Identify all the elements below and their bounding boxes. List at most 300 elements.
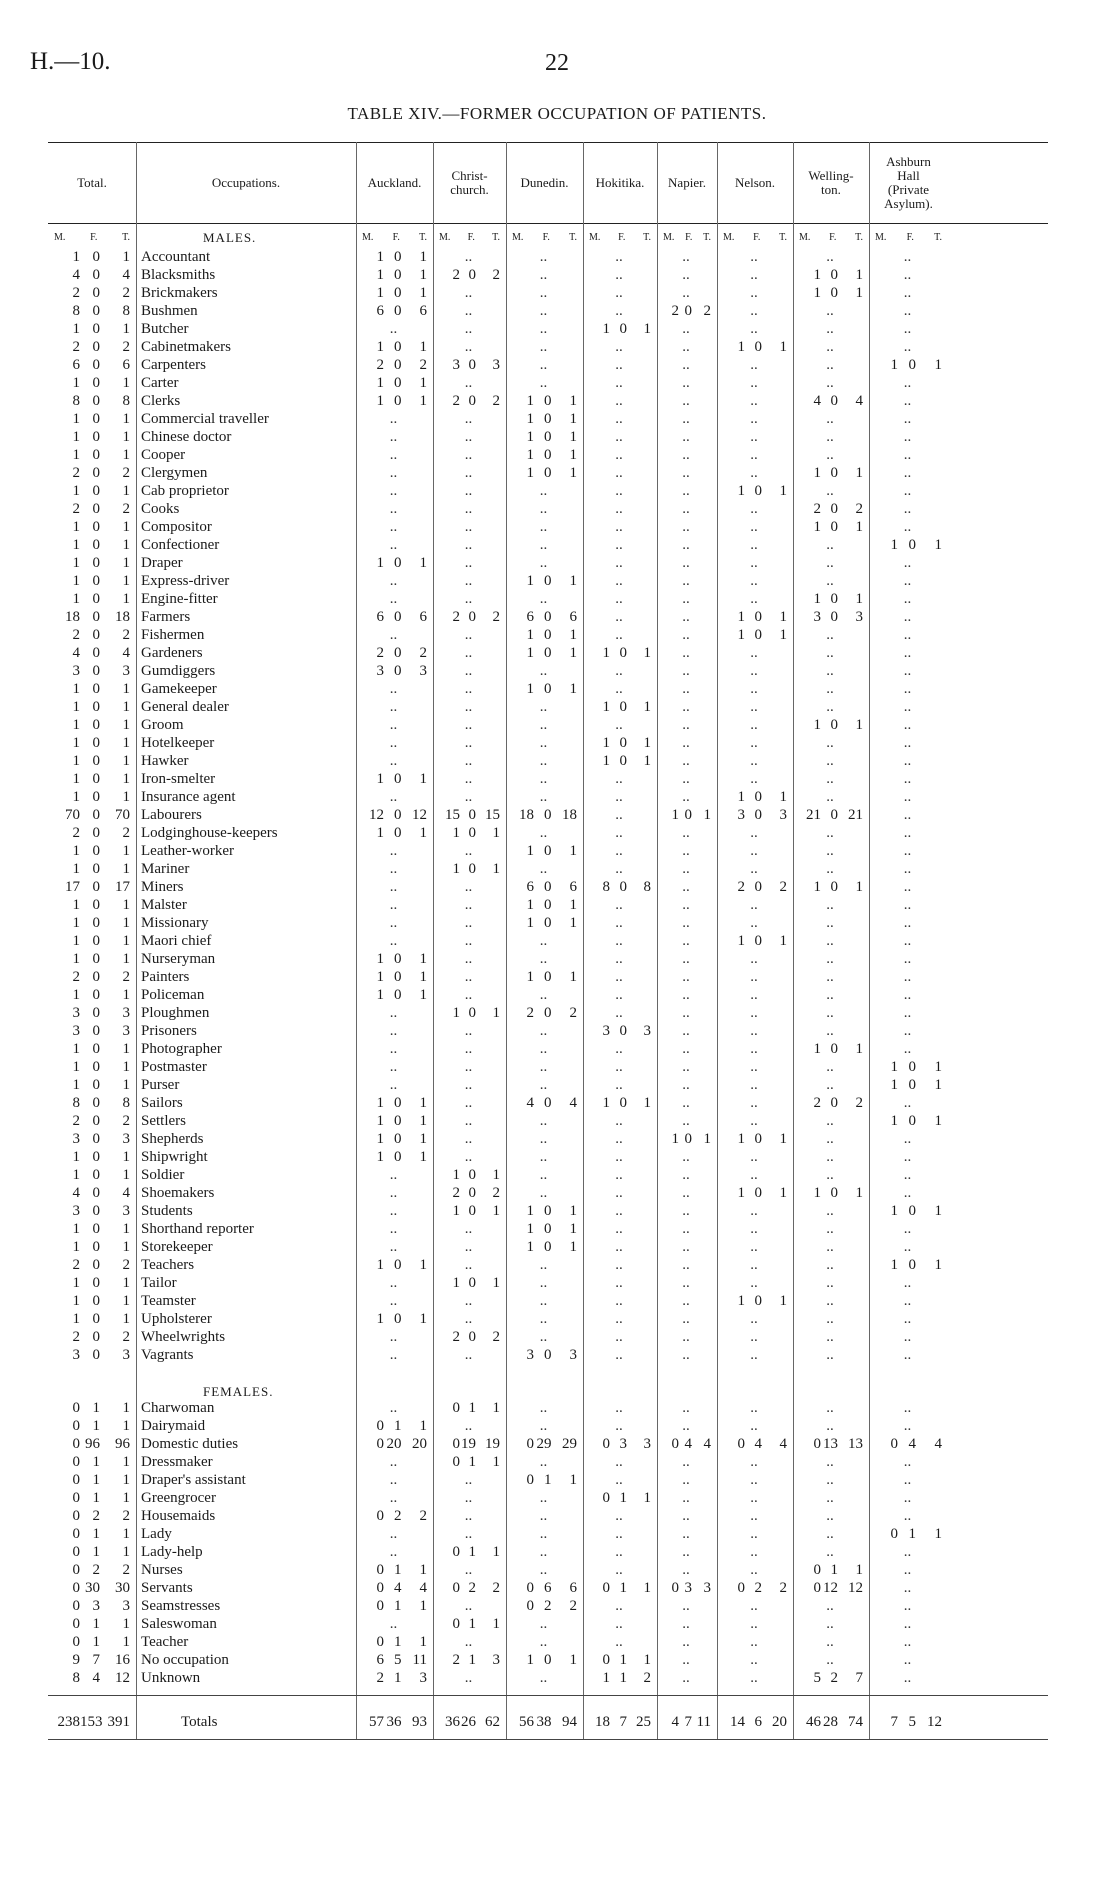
christchurch-values bbox=[437, 824, 500, 842]
empty-mark: .. bbox=[826, 411, 834, 427]
females-count: 0 bbox=[92, 1131, 100, 1147]
hokitika-empty bbox=[587, 824, 651, 842]
dunedin-empty bbox=[510, 1130, 577, 1148]
empty-mark: .. bbox=[615, 483, 623, 499]
empty-mark: .. bbox=[682, 249, 690, 265]
nelson-empty bbox=[721, 1507, 787, 1525]
napier-empty bbox=[661, 1022, 711, 1040]
column-rule bbox=[136, 142, 137, 1739]
occupation-name: Cab proprietor bbox=[141, 483, 229, 499]
dunedin-empty bbox=[510, 1561, 577, 1579]
mft-label: F. bbox=[467, 232, 475, 243]
females-count: 0 bbox=[92, 555, 100, 571]
empty-mark: .. bbox=[464, 1347, 473, 1363]
total-count: 1 bbox=[122, 1293, 130, 1309]
total-count: 2 bbox=[122, 1257, 130, 1273]
total-count: 1 bbox=[569, 411, 577, 427]
total-count: 1 bbox=[419, 1257, 427, 1273]
empty-mark: .. bbox=[903, 1311, 912, 1327]
wellington-empty bbox=[797, 554, 863, 572]
table-row bbox=[48, 1435, 1048, 1453]
hokitika-values bbox=[587, 1489, 651, 1507]
column-rule bbox=[506, 142, 507, 1739]
empty-mark: .. bbox=[539, 951, 548, 967]
column-rule bbox=[869, 142, 870, 1739]
christchurch-empty bbox=[437, 1346, 500, 1364]
empty-mark: .. bbox=[903, 1490, 912, 1506]
table-row bbox=[48, 950, 1048, 968]
empty-mark: .. bbox=[539, 519, 548, 535]
table-row bbox=[48, 1040, 1048, 1058]
wellington-empty bbox=[797, 1202, 863, 1220]
total-count: 1 bbox=[569, 393, 577, 409]
ashburn-empty bbox=[873, 572, 942, 590]
empty-mark: .. bbox=[464, 483, 473, 499]
dunedin-empty bbox=[510, 500, 577, 518]
total-values bbox=[52, 1274, 130, 1292]
empty-mark: .. bbox=[389, 861, 398, 877]
column-header-label: Total. bbox=[77, 175, 107, 190]
total-count: 3 bbox=[122, 1598, 130, 1614]
wellington-empty bbox=[797, 734, 863, 752]
dunedin-values bbox=[510, 608, 577, 626]
table-row bbox=[48, 482, 1048, 500]
occupation-name: Dairymaid bbox=[141, 1418, 206, 1434]
empty-mark: .. bbox=[826, 1059, 834, 1075]
males-count: 1 bbox=[890, 1257, 898, 1273]
occupation-name: Shipwright bbox=[141, 1149, 208, 1165]
occupation-name: Compositor bbox=[141, 519, 212, 535]
females-count: 7 bbox=[684, 1714, 692, 1730]
total-values bbox=[52, 1238, 130, 1256]
column-rule bbox=[717, 142, 718, 1739]
ashburn-empty bbox=[873, 1417, 942, 1435]
females-count: 0 bbox=[468, 1275, 476, 1291]
napier-empty bbox=[661, 500, 711, 518]
total-count: 2 bbox=[122, 285, 130, 301]
females-count: 5 bbox=[908, 1714, 916, 1730]
females-count: 0 bbox=[908, 1077, 916, 1093]
col-occupations-header bbox=[136, 143, 356, 223]
females-count: 3 bbox=[684, 1580, 692, 1596]
total-count: 1 bbox=[419, 339, 427, 355]
total-count: 1 bbox=[122, 1472, 130, 1488]
auckland-values bbox=[360, 1579, 427, 1597]
occupation-name: Settlers bbox=[141, 1113, 186, 1129]
ashburn-values bbox=[873, 1525, 942, 1543]
nelson-empty bbox=[721, 1328, 787, 1346]
males-count: 0 bbox=[376, 1634, 384, 1650]
females-count: 0 bbox=[92, 735, 100, 751]
total-values bbox=[52, 1561, 130, 1579]
males-count: 4 bbox=[72, 1185, 80, 1201]
males-count: 2 bbox=[671, 303, 679, 319]
females-count: 3 bbox=[92, 1598, 100, 1614]
napier-empty bbox=[661, 1615, 711, 1633]
males-count: 1 bbox=[376, 249, 384, 265]
females-count: 0 bbox=[394, 807, 402, 823]
total-count: 1 bbox=[855, 717, 863, 733]
males-count: 2 bbox=[72, 969, 80, 985]
empty-mark: .. bbox=[389, 1023, 398, 1039]
total-count: 1 bbox=[569, 573, 577, 589]
christchurch-values bbox=[437, 1615, 500, 1633]
nelson-empty bbox=[721, 392, 787, 410]
christchurch-empty bbox=[437, 284, 500, 302]
auckland-empty bbox=[360, 1004, 427, 1022]
males-count: 17 bbox=[65, 879, 80, 895]
hokitika-empty bbox=[587, 1148, 651, 1166]
dunedin-values bbox=[510, 572, 577, 590]
empty-mark: .. bbox=[464, 1257, 473, 1273]
dunedin-values bbox=[510, 1202, 577, 1220]
empty-mark: .. bbox=[389, 735, 398, 751]
females-count: 0 bbox=[92, 933, 100, 949]
occupation-name: General dealer bbox=[141, 699, 229, 715]
table-row bbox=[48, 1148, 1048, 1166]
total-count: 1 bbox=[419, 771, 427, 787]
males-count: 1 bbox=[72, 321, 80, 337]
wellington-empty bbox=[797, 356, 863, 374]
hokitika-empty bbox=[587, 302, 651, 320]
nelson-values bbox=[721, 1435, 787, 1453]
empty-mark: .. bbox=[903, 339, 912, 355]
mft-label: F. bbox=[392, 232, 400, 243]
auckland-empty bbox=[360, 500, 427, 518]
dunedin-empty bbox=[510, 1633, 577, 1651]
empty-mark: .. bbox=[826, 627, 834, 643]
males-count: 0 bbox=[72, 1454, 80, 1470]
total-count: 2 bbox=[855, 501, 863, 517]
dunedin-empty bbox=[510, 824, 577, 842]
empty-mark: .. bbox=[389, 1041, 398, 1057]
total-count: 2 bbox=[569, 1005, 577, 1021]
occupation-name: Policeman bbox=[141, 987, 205, 1003]
empty-mark: .. bbox=[539, 1275, 548, 1291]
hokitika-empty bbox=[587, 1238, 651, 1256]
empty-mark: .. bbox=[682, 663, 690, 679]
occupation-name: Commercial traveller bbox=[141, 411, 269, 427]
total-count: 1 bbox=[569, 1221, 577, 1237]
nelson-empty bbox=[721, 734, 787, 752]
column-header-label: Occupations. bbox=[211, 175, 281, 190]
females-count: 0 bbox=[830, 879, 838, 895]
total-count: 2 bbox=[703, 303, 711, 319]
wellington-empty bbox=[797, 1453, 863, 1471]
ashburn-empty bbox=[873, 1453, 942, 1471]
ashburn-empty bbox=[873, 1220, 942, 1238]
table-bottom-rule bbox=[48, 1739, 1048, 1740]
females-count: 0 bbox=[92, 285, 100, 301]
empty-mark: .. bbox=[903, 267, 912, 283]
total-values bbox=[52, 932, 130, 950]
dunedin-values bbox=[510, 428, 577, 446]
christchurch-empty bbox=[437, 1561, 500, 1579]
dunedin-empty bbox=[510, 302, 577, 320]
mft-label: F. bbox=[753, 232, 761, 243]
total-count: 1 bbox=[122, 573, 130, 589]
mft-label: M. bbox=[362, 232, 374, 243]
christchurch-empty bbox=[437, 932, 500, 950]
christchurch-empty bbox=[437, 698, 500, 716]
males-count: 1 bbox=[376, 1311, 384, 1327]
total-count: 3 bbox=[643, 1023, 651, 1039]
empty-mark: .. bbox=[539, 1634, 548, 1650]
total-count: 1 bbox=[492, 1203, 500, 1219]
empty-mark: .. bbox=[750, 519, 758, 535]
christchurch-empty bbox=[437, 662, 500, 680]
empty-mark: .. bbox=[615, 1347, 623, 1363]
wellington-empty bbox=[797, 1543, 863, 1561]
males-count: 3 bbox=[72, 1005, 80, 1021]
empty-mark: .. bbox=[615, 1257, 623, 1273]
wellington-empty bbox=[797, 1166, 863, 1184]
males-count: 3 bbox=[526, 1347, 534, 1363]
ashburn-empty bbox=[873, 1184, 942, 1202]
total-values bbox=[52, 1669, 130, 1687]
christchurch-empty bbox=[437, 1310, 500, 1328]
empty-mark: .. bbox=[750, 429, 758, 445]
nelson-empty bbox=[721, 716, 787, 734]
total-values bbox=[52, 1633, 130, 1651]
total-count: 1 bbox=[122, 429, 130, 445]
napier-values bbox=[661, 1435, 711, 1453]
males-count: 5 bbox=[813, 1670, 821, 1686]
occupation-name: Teachers bbox=[141, 1257, 195, 1273]
females-count: 0 bbox=[544, 915, 552, 931]
females-count: 153 bbox=[80, 1714, 103, 1730]
females-count: 26 bbox=[461, 1714, 476, 1730]
empty-mark: .. bbox=[539, 1293, 548, 1309]
nelson-empty bbox=[721, 1669, 787, 1687]
males-count: 1 bbox=[72, 375, 80, 391]
empty-mark: .. bbox=[539, 285, 548, 301]
auckland-empty bbox=[360, 1615, 427, 1633]
ashburn-empty bbox=[873, 878, 942, 896]
dunedin-empty bbox=[510, 338, 577, 356]
empty-mark: .. bbox=[539, 1131, 548, 1147]
occupation-name: Soldier bbox=[141, 1167, 185, 1183]
males-count: 238 bbox=[57, 1714, 80, 1730]
nelson-empty bbox=[721, 1525, 787, 1543]
occupation-name: Cabinetmakers bbox=[141, 339, 231, 355]
females-count: 0 bbox=[92, 843, 100, 859]
total-count: 1 bbox=[643, 645, 651, 661]
nelson-empty bbox=[721, 1022, 787, 1040]
females-count: 0 bbox=[394, 1131, 402, 1147]
females-count: 0 bbox=[544, 1347, 552, 1363]
column-rule bbox=[583, 142, 584, 1739]
occupation-name: Iron-smelter bbox=[141, 771, 216, 787]
empty-mark: .. bbox=[903, 285, 912, 301]
wellington-empty bbox=[797, 1525, 863, 1543]
christchurch-empty bbox=[437, 842, 500, 860]
table-row bbox=[48, 1022, 1048, 1040]
empty-mark: .. bbox=[464, 987, 473, 1003]
napier-empty bbox=[661, 968, 711, 986]
column-header-label: Dunedin. bbox=[520, 175, 569, 190]
males-count: 2 bbox=[452, 1185, 460, 1201]
empty-mark: .. bbox=[464, 1023, 473, 1039]
empty-mark: .. bbox=[615, 1454, 623, 1470]
empty-mark: .. bbox=[750, 555, 758, 571]
hokitika-empty bbox=[587, 392, 651, 410]
empty-mark: .. bbox=[903, 429, 912, 445]
empty-mark: .. bbox=[539, 1670, 548, 1686]
females-count: 0 bbox=[830, 267, 838, 283]
empty-mark: .. bbox=[615, 519, 623, 535]
table-row bbox=[48, 266, 1048, 284]
females-count: 0 bbox=[468, 1185, 476, 1201]
total-count: 1 bbox=[779, 789, 787, 805]
dunedin-empty bbox=[510, 536, 577, 554]
males-count: 1 bbox=[72, 789, 80, 805]
empty-mark: .. bbox=[826, 555, 834, 571]
hokitika-values bbox=[587, 1579, 651, 1597]
auckland-empty bbox=[360, 1328, 427, 1346]
auckland-empty bbox=[360, 1346, 427, 1364]
females-count: 0 bbox=[394, 357, 402, 373]
wellington-empty bbox=[797, 788, 863, 806]
nelson-empty bbox=[721, 1417, 787, 1435]
wellington-values bbox=[797, 1184, 863, 1202]
table-row bbox=[48, 1184, 1048, 1202]
nelson-empty bbox=[721, 356, 787, 374]
hokitika-empty bbox=[587, 1112, 651, 1130]
occupation-name: Tailor bbox=[141, 1275, 177, 1291]
empty-mark: .. bbox=[750, 465, 758, 481]
dunedin-values bbox=[510, 1651, 577, 1669]
males-count: 0 bbox=[72, 1526, 80, 1542]
ashburn-empty bbox=[873, 446, 942, 464]
empty-mark: .. bbox=[539, 1041, 548, 1057]
empty-mark: .. bbox=[903, 1041, 912, 1057]
total-values bbox=[52, 338, 130, 356]
empty-mark: .. bbox=[615, 447, 623, 463]
total-count: 1 bbox=[122, 861, 130, 877]
ashburn-values bbox=[873, 1058, 942, 1076]
total-count: 3 bbox=[122, 663, 130, 679]
total-count: 1 bbox=[643, 1652, 651, 1668]
empty-mark: .. bbox=[539, 1257, 548, 1273]
occupation-name: Shepherds bbox=[141, 1131, 204, 1147]
wellington-empty bbox=[797, 770, 863, 788]
christchurch-empty bbox=[437, 1040, 500, 1058]
empty-mark: .. bbox=[682, 753, 690, 769]
total-values bbox=[52, 914, 130, 932]
empty-mark: .. bbox=[903, 1185, 912, 1201]
wellington-empty bbox=[797, 1058, 863, 1076]
males-count: 1 bbox=[376, 267, 384, 283]
empty-mark: .. bbox=[464, 375, 473, 391]
males-count: 1 bbox=[526, 1221, 534, 1237]
empty-mark: .. bbox=[750, 1077, 758, 1093]
total-count: 1 bbox=[703, 1131, 711, 1147]
males-count: 18 bbox=[519, 807, 534, 823]
dunedin-empty bbox=[510, 1058, 577, 1076]
males-count: 1 bbox=[72, 1239, 80, 1255]
empty-mark: .. bbox=[826, 1490, 834, 1506]
empty-mark: .. bbox=[539, 537, 548, 553]
hokitika-values bbox=[587, 698, 651, 716]
males-count: 2 bbox=[526, 1005, 534, 1021]
mft-subheader bbox=[362, 232, 427, 243]
christchurch-empty bbox=[437, 1058, 500, 1076]
males-count: 1 bbox=[72, 1059, 80, 1075]
nelson-empty bbox=[721, 1615, 787, 1633]
auckland-values bbox=[360, 374, 427, 392]
hokitika-values bbox=[587, 1651, 651, 1669]
ashburn-empty bbox=[873, 1004, 942, 1022]
table-title: TABLE XIV.—FORMER OCCUPATION OF PATIENTS. bbox=[347, 104, 767, 123]
empty-mark: .. bbox=[539, 1616, 548, 1632]
females-count: 0 bbox=[92, 789, 100, 805]
females-count: 0 bbox=[92, 1149, 100, 1165]
total-values bbox=[52, 698, 130, 716]
empty-mark: .. bbox=[464, 1131, 473, 1147]
empty-mark: .. bbox=[750, 915, 758, 931]
empty-mark: .. bbox=[826, 537, 834, 553]
males-count: 0 bbox=[376, 1508, 384, 1524]
total-count: 1 bbox=[122, 1400, 130, 1416]
total-values bbox=[52, 824, 130, 842]
christchurch-empty bbox=[437, 1597, 500, 1615]
males-count: 1 bbox=[376, 825, 384, 841]
auckland-empty bbox=[360, 1076, 427, 1094]
wellington-values bbox=[797, 1669, 863, 1687]
empty-mark: .. bbox=[464, 879, 473, 895]
christchurch-empty bbox=[437, 1148, 500, 1166]
total-count: 1 bbox=[569, 969, 577, 985]
total-count: 1 bbox=[122, 555, 130, 571]
total-values bbox=[52, 896, 130, 914]
ashburn-empty bbox=[873, 626, 942, 644]
total-count: 62 bbox=[485, 1714, 500, 1730]
total-count: 4 bbox=[122, 267, 130, 283]
total-count: 391 bbox=[107, 1714, 130, 1730]
females-count: 0 bbox=[92, 1185, 100, 1201]
females-count: 0 bbox=[908, 537, 916, 553]
nelson-empty bbox=[721, 1399, 787, 1417]
females-count: 6 bbox=[754, 1714, 762, 1730]
males-count: 12 bbox=[369, 807, 384, 823]
empty-mark: .. bbox=[464, 771, 473, 787]
empty-mark: .. bbox=[464, 897, 473, 913]
empty-mark: .. bbox=[826, 1275, 834, 1291]
males-count: 1 bbox=[72, 699, 80, 715]
total-count: 70 bbox=[115, 807, 130, 823]
females-count: 0 bbox=[468, 825, 476, 841]
empty-mark: .. bbox=[750, 699, 758, 715]
table-row bbox=[48, 446, 1048, 464]
wellington-empty bbox=[797, 842, 863, 860]
empty-mark: .. bbox=[389, 483, 398, 499]
napier-empty bbox=[661, 1058, 711, 1076]
females-count: 0 bbox=[92, 1095, 100, 1111]
table-row bbox=[48, 356, 1048, 374]
empty-mark: .. bbox=[615, 501, 623, 517]
males-count: 6 bbox=[526, 609, 534, 625]
napier-empty bbox=[661, 1399, 711, 1417]
males-count: 0 bbox=[376, 1436, 384, 1452]
empty-mark: .. bbox=[615, 933, 623, 949]
christchurch-empty bbox=[437, 878, 500, 896]
total-count: 17 bbox=[115, 879, 130, 895]
dunedin-empty bbox=[510, 1310, 577, 1328]
total-values bbox=[52, 1202, 130, 1220]
occupation-name: Students bbox=[141, 1203, 193, 1219]
males-count: 56 bbox=[519, 1714, 534, 1730]
